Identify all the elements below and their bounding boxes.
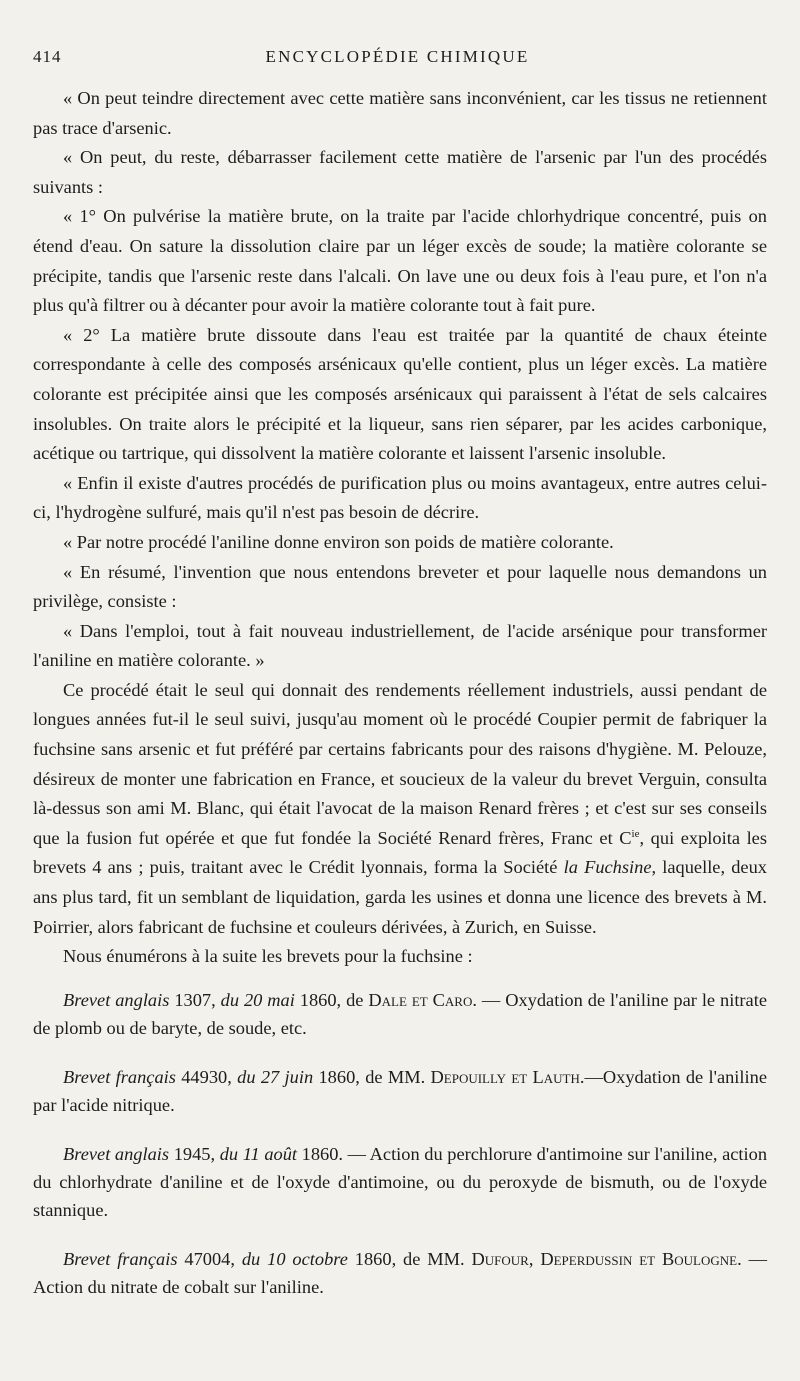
quote-paragraph: « Enfin il existe d'autres procédés de purification plus ou moins avantageux, entre autres celui-ci, l'hydrogène sulfuré, mais qu'il n'est pas besoin de décrire. — [33, 472, 767, 523]
patent-kind: Brevet français — [63, 1066, 176, 1087]
history-superscript: ie — [631, 827, 640, 840]
patent-description: —Oxydation de l'aniline par l'acide nitrique. — [33, 1066, 767, 1115]
patent-description: — Oxydation de l'aniline par le nitrate de plomb ou de baryte, de soude, etc. — [33, 989, 767, 1038]
patent-year: 1860. — [297, 1143, 348, 1164]
patent-year: 1860, de — [294, 989, 369, 1010]
running-title: ENCYCLOPÉDIE CHIMIQUE — [265, 47, 530, 66]
quote-paragraph: « 2° La matière brute dissoute dans l'eau est traitée par la quantité de chaux éteinte correspondante à celle des composés arsénicaux qu'elle contient, plus un léger excès. La matière colorante est précipitée ainsi que les composés arsénicaux qui paraissent à l'état de sels calcaires insolubles. On traite alors le précipité et la liqueur, sans rien séparer, par les acides carbonique, acétique ou tartrique, qui dissolvent la matière colorante et laissent l'arsenic insoluble. — [33, 324, 767, 464]
patent-holders: Depouilly et Lauth. — [430, 1066, 585, 1087]
history-paragraph — [33, 676, 767, 942]
patent-entry — [33, 1140, 767, 1224]
page-header — [33, 47, 762, 73]
quote-paragraph: « Dans l'emploi, tout à fait nouveau industriellement, de l'acide arsénique pour transformer l'aniline en matière colorante. » — [33, 620, 767, 671]
quote-paragraph: « On peut teindre directement avec cette matière sans inconvénient, car les tissus ne retiennent pas trace d'arsenic. — [33, 88, 767, 138]
page-body — [33, 84, 767, 1322]
company-name: la Fuchsine — [563, 857, 652, 878]
patent-description: — Action du perchlorure d'antimoine sur l'aniline, action du chlorhydrate d'aniline et de l'oxyde d'antimoine, ou du peroxyde de bismuth, ou de l'oxyde stannique. — [33, 1143, 768, 1220]
quote-paragraph: « Par notre procédé l'aniline donne environ son poids de matière colorante. — [63, 531, 614, 552]
patent-holders: Dufour, Deperdussin et Boulogne. — [471, 1248, 742, 1269]
patents-intro: Nous énumérons à la suite les brevets pour la fuchsine : — [63, 946, 473, 967]
history-text: Ce procédé était le seul qui donnait des rendements réellement industriels, aussi pendant de longues années fut-il le seul suivi, jusqu'au moment où le procédé Coupier permit de fabriquer la fuchsine sans arsenic et fut préféré par certains fabricants pour des raisons d'hygiène. M. Pelouze, désireux de monter une fabrication en France, et soucieux de la valeur du brevet Verguin, consulta là-dessus son ami M. Blanc, qui était l'avocat de la maison Renard frères ; et c'est sur ses conseils que la fusion fut opérée et que fut fondée la Société Renard frères, Franc et C — [33, 679, 767, 848]
patent-list — [33, 986, 767, 1301]
page-number: 414 — [33, 47, 62, 66]
quote-paragraph: « On peut, du reste, débarrasser facilement cette matière de l'arsenic par l'un des procédés suivants : — [33, 147, 767, 197]
quote-paragraph: « 1° On pulvérise la matière brute, on la traite par l'acide chlorhydrique concentré, puis on étend d'eau. On sature la dissolution claire par un léger excès de soude; la matière colorante se précipite, tandis que l'arsenic reste dans l'alcali. On lave une ou deux fois à l'eau pure, et l'on n'a plus qu'à filtrer ou à décanter pour avoir la matière colorante tout à fait pure. — [33, 206, 767, 316]
patent-number: 1307, — [169, 989, 221, 1010]
patent-kind: Brevet anglais — [63, 989, 170, 1010]
patent-date: du 11 août — [219, 1143, 298, 1164]
patent-number: 1945, — [169, 1143, 220, 1164]
patent-holders: Dale et Caro. — [368, 989, 477, 1010]
patent-year: 1860, de MM. — [313, 1066, 431, 1087]
patent-entry — [33, 1245, 767, 1301]
history-text: , laquelle, deux ans plus tard, fit un semblant de liquidation, garda les usines et donna une licence des brevets à M. Poirrier, alors fabricant de fuchsine et couleurs dérivées, à Zurich, en Suisse. — [33, 857, 767, 937]
patent-number: 44930, — [175, 1066, 238, 1087]
patent-description: — Action du nitrate de cobalt sur l'aniline. — [33, 1248, 767, 1297]
quote-paragraph: « En résumé, l'invention que nous entendons breveter et pour laquelle nous demandons un privilège, consiste : — [33, 561, 767, 612]
patent-date: du 10 octobre — [241, 1248, 348, 1269]
patent-year: 1860, de MM. — [347, 1248, 472, 1269]
patent-kind: Brevet français — [63, 1248, 178, 1269]
patent-entry — [33, 986, 767, 1042]
patent-entry — [33, 1063, 767, 1119]
patent-kind: Brevet anglais — [63, 1143, 170, 1164]
history-text: , qui exploita les brevets 4 ans ; puis, traitant avec le Crédit lyonnais, forma la Société — [33, 827, 767, 878]
patent-date: du 27 juin — [237, 1066, 314, 1087]
patent-date: du 20 mai — [220, 989, 295, 1010]
patent-number: 47004, — [177, 1248, 242, 1269]
